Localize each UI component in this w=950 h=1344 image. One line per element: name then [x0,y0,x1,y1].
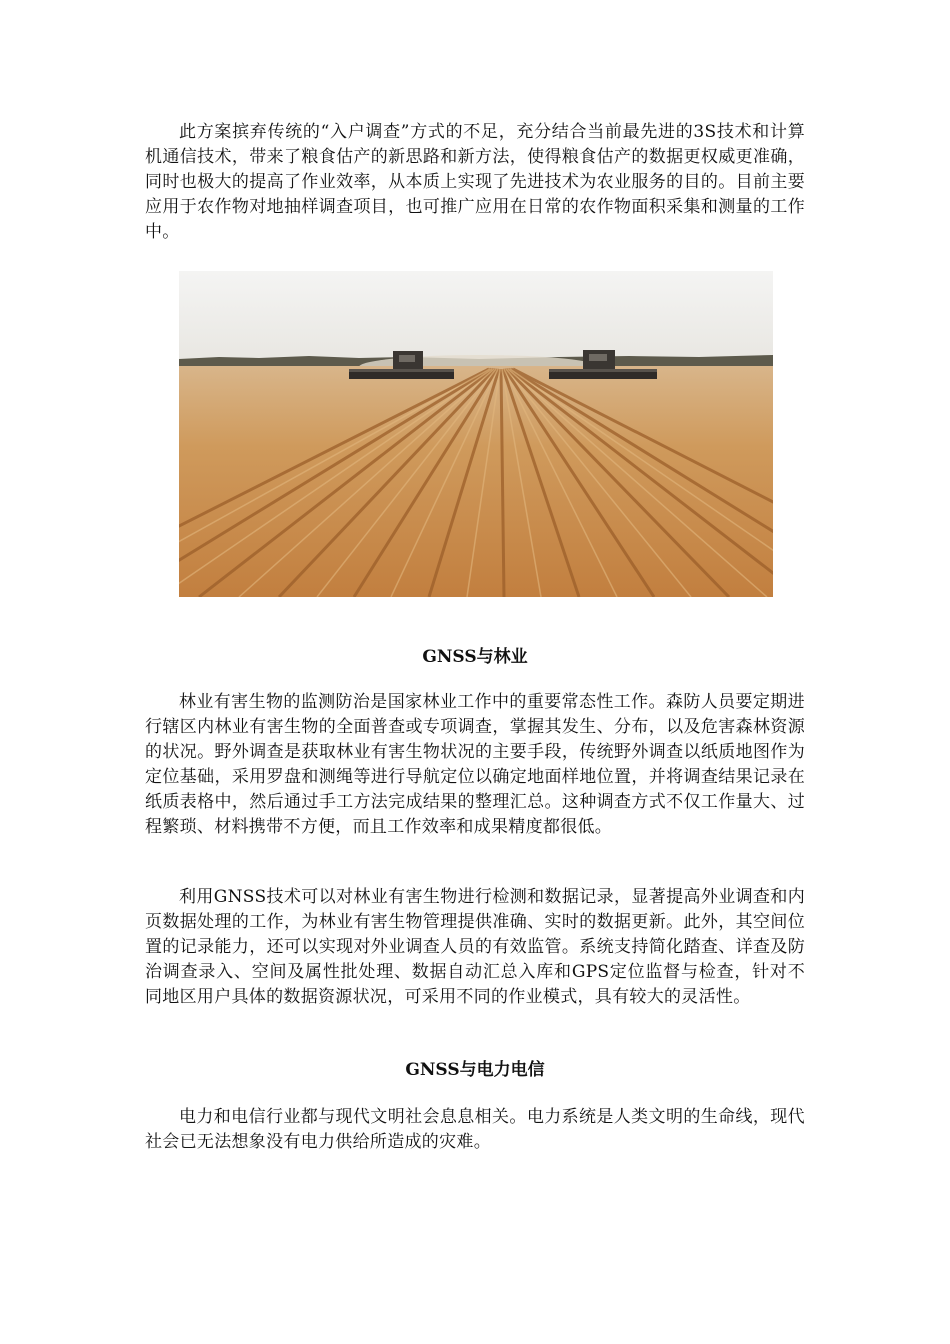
paragraph-crop-estimation: 此方案摈弃传统的“入户调查”方式的不足，充分结合当前最先进的3S技术和计算机通信技术，带来了粮食估产的新思路和新方法，使得粮食估产的数据更权威更准确，同时也极大的提高了作业效率，从本质上实现了先进技术为农业服务的目的。目前主要应用于农作物对地抽样调查项目，也可推广应用在日常的农作物面积采集和测量的工作中。 [145,122,805,242]
paragraph-power-telecom: 电力和电信行业都与现代文明社会息息相关。电力系统是人类文明的生命线，现代社会已无法想象没有电力供给所造成的灾难。 [145,1107,805,1152]
harvest-illustration [179,271,773,597]
wheat-field-harvest-photo [179,271,773,597]
heading-gnss-forestry: GNSS与林业 [422,647,528,667]
paragraph-forestry-pests: 林业有害生物的监测防治是国家林业工作中的重要常态性工作。森防人员要定期进行辖区内林业有害生物的全面普查或专项调查，掌握其发生、分布，以及危害森林资源的状况。野外调查是获取林业有害生物状况的主要手段，传统野外调查以纸质地图作为定位基础，采用罗盘和测绳等进行导航定位以确定地面样地位置，并将调查结果记录在纸质表格中，然后通过手工方法完成结果的整理汇总。这种调查方式不仅工作量大、过程繁琐、材料携带不方便，而且工作效率和成果精度都很低。 [145,692,805,837]
heading-gnss-power-telecom: GNSS与电力电信 [405,1060,545,1080]
paragraph-gnss-forestry-benefits: 利用GNSS技术可以对林业有害生物进行检测和数据记录，显著提高外业调查和内页数据处理的工作，为林业有害生物管理提供准确、实时的数据更新。此外，其空间位置的记录能力，还可以实现对外业调查人员的有效监管。系统支持简化踏查、详查及防治调查录入、空间及属性批处理、数据自动汇总入库和GPS定位监督与检查，针对不同地区用户具体的数据资源状况，可采用不同的作业模式，具有较大的灵活性。 [145,887,805,1007]
